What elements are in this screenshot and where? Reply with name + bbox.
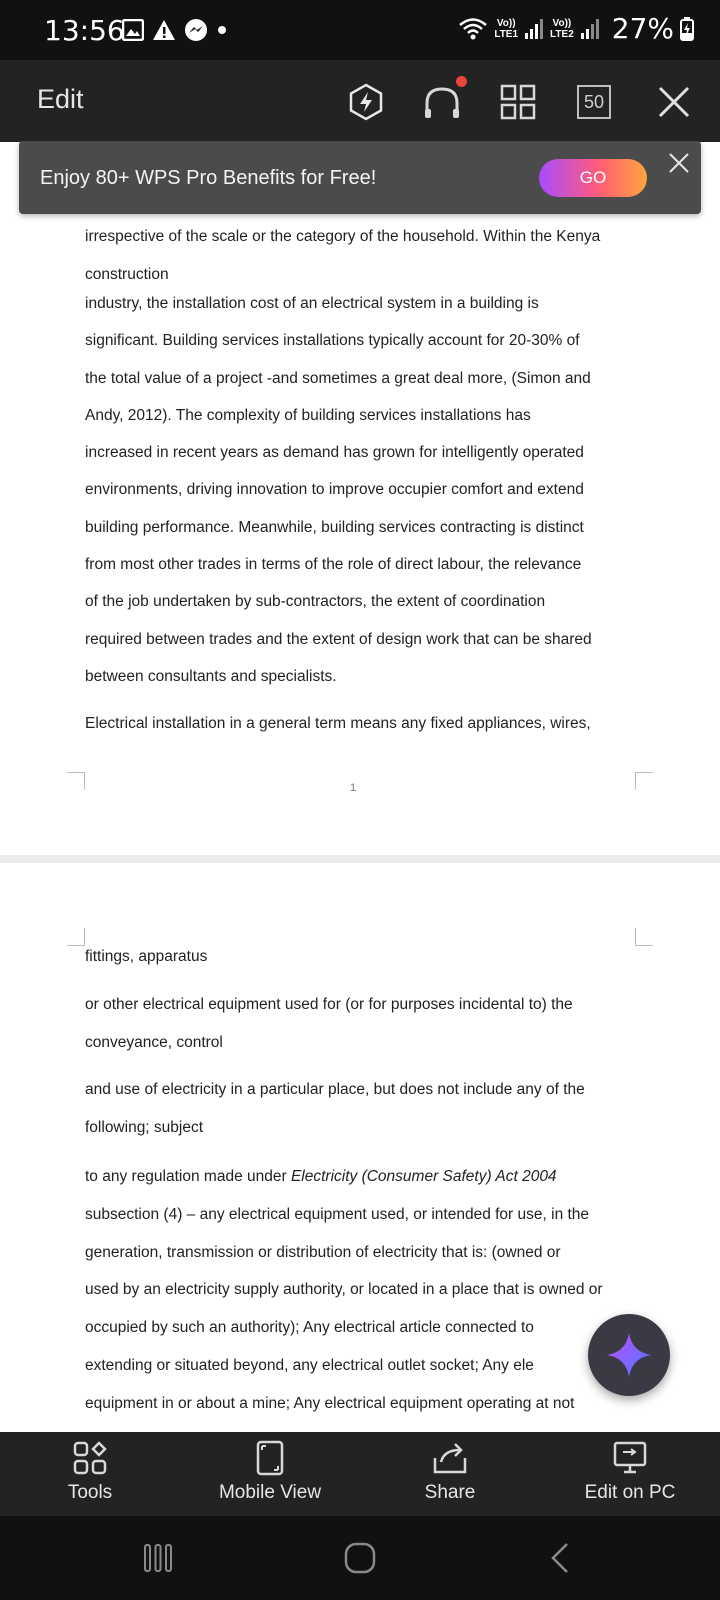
promo-text: Enjoy 80+ WPS Pro Benefits for Free! (40, 167, 377, 189)
text-line: building performance. Meanwhile, building services contracting is distinct (85, 518, 584, 536)
text-line: significant. Building services installations typically account for 20-30% of (85, 332, 580, 350)
home-button[interactable] (330, 1536, 390, 1580)
text-line: from most other trades in terms of the role of direct labour, the relevance (85, 556, 582, 574)
page-corner-mark (67, 772, 85, 790)
text-line: industry, the installation cost of an electrical system in a building is (85, 295, 539, 312)
sim1-network: LTE1 (494, 28, 519, 40)
text-line: fittings, apparatus (85, 948, 208, 965)
notification-dot (456, 76, 467, 87)
tools-label: Tools (67, 1482, 113, 1503)
headphones-icon (422, 83, 462, 121)
page-corner-mark (635, 928, 653, 946)
page-count-value: 50 (583, 91, 605, 112)
top-toolbar (0, 60, 720, 142)
grid-icon (500, 84, 536, 120)
status-system-icons (458, 12, 694, 45)
text-line: environments, driving innovation to improve occupier comfort and extend (85, 481, 584, 499)
status-notification-icons (122, 18, 228, 42)
paragraph (85, 218, 635, 294)
text-line: used by an electricity supply authority, or located in a place that is owned or (85, 1281, 603, 1299)
text-run: to any regulation made under (85, 1168, 291, 1185)
text-line: extending or situated beyond, any electrical outlet socket; Any ele (85, 1356, 534, 1374)
signal-icon (580, 18, 600, 40)
mobile-view-icon (255, 1440, 285, 1476)
back-icon (547, 1542, 573, 1574)
text-line (85, 1158, 635, 1196)
text-line: conveyance, control (85, 1034, 223, 1051)
signal-icon (524, 18, 544, 40)
tools-button[interactable] (10, 1440, 170, 1512)
paragraph (85, 705, 635, 743)
edit-on-pc-button[interactable] (550, 1440, 710, 1512)
text-line: equipment in or about a mine; Any electrical equipment operating at not (85, 1394, 575, 1412)
paragraph (85, 1158, 635, 1423)
text-line: the total value of a project -and sometimes a great deal more, (Simon and (85, 369, 591, 387)
document-viewer[interactable] (0, 214, 720, 1432)
text-line: required between trades and the extent of design work that can be shared (85, 630, 592, 648)
power-mode-button[interactable] (342, 78, 390, 126)
mobile-view-button[interactable] (190, 1440, 350, 1512)
page-count-button[interactable] (570, 78, 618, 126)
close-document-button[interactable] (650, 78, 698, 126)
ai-assistant-button[interactable] (588, 1314, 670, 1396)
share-icon (432, 1440, 468, 1476)
paragraph (85, 1071, 635, 1147)
dot-icon (216, 24, 228, 36)
page-number: 1 (350, 782, 357, 794)
promo-close-button[interactable] (667, 151, 691, 175)
mobile-view-label: Mobile View (218, 1482, 322, 1503)
sim2-label (550, 18, 574, 40)
text-line: following; subject (85, 1119, 204, 1136)
paragraph (85, 938, 635, 976)
bottom-toolbar (0, 1432, 720, 1516)
apps-grid-button[interactable] (494, 78, 542, 126)
sim1-volte: Vo)) (496, 17, 516, 29)
recent-apps-icon (143, 1543, 173, 1573)
promo-go-button[interactable]: GO (539, 159, 647, 197)
pro-promo-banner (19, 141, 701, 214)
close-icon (667, 151, 691, 175)
wifi-icon (458, 16, 488, 42)
system-nav-bar (0, 1516, 720, 1600)
status-bar (0, 0, 720, 60)
share-button[interactable] (370, 1440, 530, 1512)
read-aloud-button[interactable] (418, 78, 466, 126)
share-label: Share (424, 1482, 476, 1503)
status-time: 13:56 (44, 14, 125, 47)
gallery-icon (122, 19, 144, 41)
sparkle-icon (604, 1330, 654, 1380)
back-button[interactable] (530, 1536, 590, 1580)
battery-level: 27% (611, 12, 674, 45)
battery-charging-icon (680, 17, 694, 41)
edit-button[interactable]: Edit (37, 84, 84, 114)
text-line: Electrical installation in a general term means any fixed appliances, wires, (85, 715, 591, 732)
home-icon (344, 1542, 376, 1574)
tools-grid-icon (72, 1440, 108, 1476)
text-line: generation, transmission or distribution of electricity that is: (owned or (85, 1243, 561, 1261)
text-line: irrespective of the scale or the category of the household. Within the Kenya (85, 228, 601, 245)
sim2-volte: Vo)) (552, 17, 572, 29)
monitor-icon (612, 1440, 648, 1476)
text-line: and use of electricity in a particular place, but does not include any of the (85, 1081, 585, 1098)
messenger-icon (184, 18, 208, 42)
lightning-hexagon-icon (348, 83, 384, 121)
text-line: between consultants and specialists. (85, 667, 337, 685)
close-icon (657, 85, 691, 119)
paragraph (85, 986, 635, 1062)
text-line: increased in recent years as demand has grown for intelligently operated (85, 444, 584, 462)
text-line: subsection (4) – any electrical equipment used, or intended for use, in the (85, 1205, 590, 1223)
text-line: occupied by such an authority); Any electrical article connected to (85, 1319, 534, 1337)
sim1-label (494, 18, 518, 40)
edit-on-pc-label: Edit on PC (584, 1482, 676, 1503)
page-corner-mark (67, 928, 85, 946)
sim2-network: LTE2 (550, 28, 574, 40)
paragraph (85, 285, 635, 695)
text-line: Andy, 2012). The complexity of building services installations has (85, 406, 531, 424)
text-line: of the job undertaken by sub-contractors, the extent of coordination (85, 593, 546, 611)
page-separator (0, 855, 720, 863)
recent-apps-button[interactable] (128, 1536, 188, 1580)
page-count-box (577, 85, 611, 119)
text-line: or other electrical equipment used for (or for purposes incidental to) the (85, 996, 573, 1013)
text-line: construction (85, 266, 169, 283)
page-corner-mark (635, 772, 653, 790)
warning-icon (152, 19, 176, 41)
act-title: Electricity (Consumer Safety) Act 2004 (290, 1168, 557, 1185)
